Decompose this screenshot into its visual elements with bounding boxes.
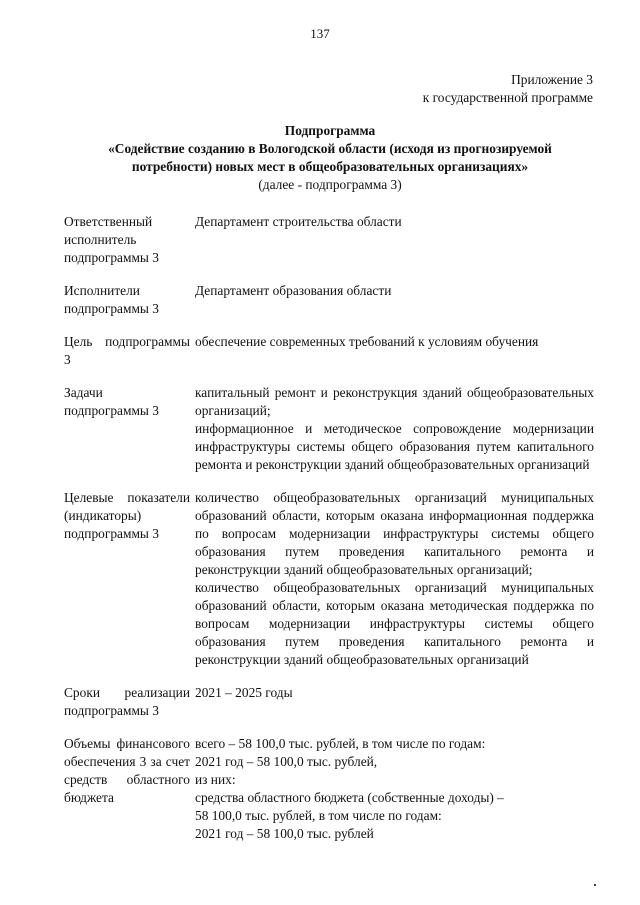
row-value <box>190 735 594 843</box>
value-line: из них: <box>195 772 236 787</box>
value-line: количество общеобразовательных организаций муниципальных образований области, которым оказана информационная поддержка по вопросам модернизации инфраструктуры системы общего образования путем проведения капитального ремонта и реконструкции зданий общеобразовательных организаций; <box>195 490 594 577</box>
passport-table <box>64 213 594 858</box>
row-label: Объемы финансового обеспечения 3 за счет средств областного бюджета <box>64 736 190 805</box>
passport-row-goal <box>64 333 594 369</box>
passport-row-timeline <box>64 684 594 720</box>
value-line: обеспечение современных требований к условиям обучения <box>195 334 539 349</box>
value-line: количество общеобразовательных организаций муниципальных образований области, которым оказана методическая поддержка по вопросам модернизации инфраструктуры системы общего образования путем проведения капитального ремонта и реконструкции зданий общеобразовательных организаций <box>195 580 594 667</box>
row-value <box>190 384 594 474</box>
heading-line-4: (далее - подпрограмма 3) <box>258 177 402 192</box>
passport-row-responsible <box>64 213 594 267</box>
subprogram-heading <box>60 122 600 194</box>
value-line: 2021 – 2025 годы <box>195 685 293 700</box>
appendix-line-2: к государственной программе <box>422 90 593 105</box>
row-value <box>190 684 594 720</box>
row-value <box>190 213 594 267</box>
value-line: средства областного бюджета (собственные доходы) – <box>195 790 504 805</box>
value-line: Департамент строительства области <box>195 214 402 229</box>
row-value <box>190 282 594 318</box>
value-line: 2021 год – 58 100,0 тыс. рублей <box>195 826 374 841</box>
value-line: информационное и методическое сопровождение модернизации инфраструктуры системы общего образования путем капитального ремонта и реконструкции зданий общеобразовательных организаций <box>195 421 594 472</box>
row-value <box>190 333 594 369</box>
page-number: 137 <box>310 26 330 41</box>
scan-mark <box>594 884 596 886</box>
passport-row-indicators <box>64 489 594 669</box>
row-value <box>190 489 594 669</box>
passport-row-funding <box>64 735 594 843</box>
passport-row-tasks <box>64 384 594 474</box>
value-line: капитальный ремонт и реконструкция зданий общеобразовательных организаций; <box>195 385 594 418</box>
value-line: Департамент образования области <box>195 283 392 298</box>
row-label: Исполнители подпрограммы 3 <box>64 283 159 316</box>
value-line: всего – 58 100,0 тыс. рублей, в том числе по годам: <box>195 736 486 751</box>
value-line: 2021 год – 58 100,0 тыс. рублей, <box>195 754 378 769</box>
row-label: Сроки реализации подпрограммы 3 <box>64 685 190 718</box>
row-label: Цель подпрограммы 3 <box>64 334 190 367</box>
passport-row-executors <box>64 282 594 318</box>
row-label: Целевые показатели (индикаторы) подпрограммы 3 <box>64 490 190 541</box>
value-line: 58 100,0 тыс. рублей, в том числе по годам: <box>195 808 442 823</box>
row-label: Задачи подпрограммы 3 <box>64 385 159 418</box>
heading-line-1: Подпрограмма <box>284 123 376 138</box>
heading-line-3: потребности) новых мест в общеобразовательных организациях» <box>131 159 529 174</box>
appendix-line-1: Приложение 3 <box>511 72 593 87</box>
heading-line-2: «Содействие созданию в Вологодской области (исходя из прогнозируемой <box>108 141 552 156</box>
row-label: Ответственный исполнитель подпрограммы 3 <box>64 214 159 265</box>
appendix-note <box>423 71 593 107</box>
